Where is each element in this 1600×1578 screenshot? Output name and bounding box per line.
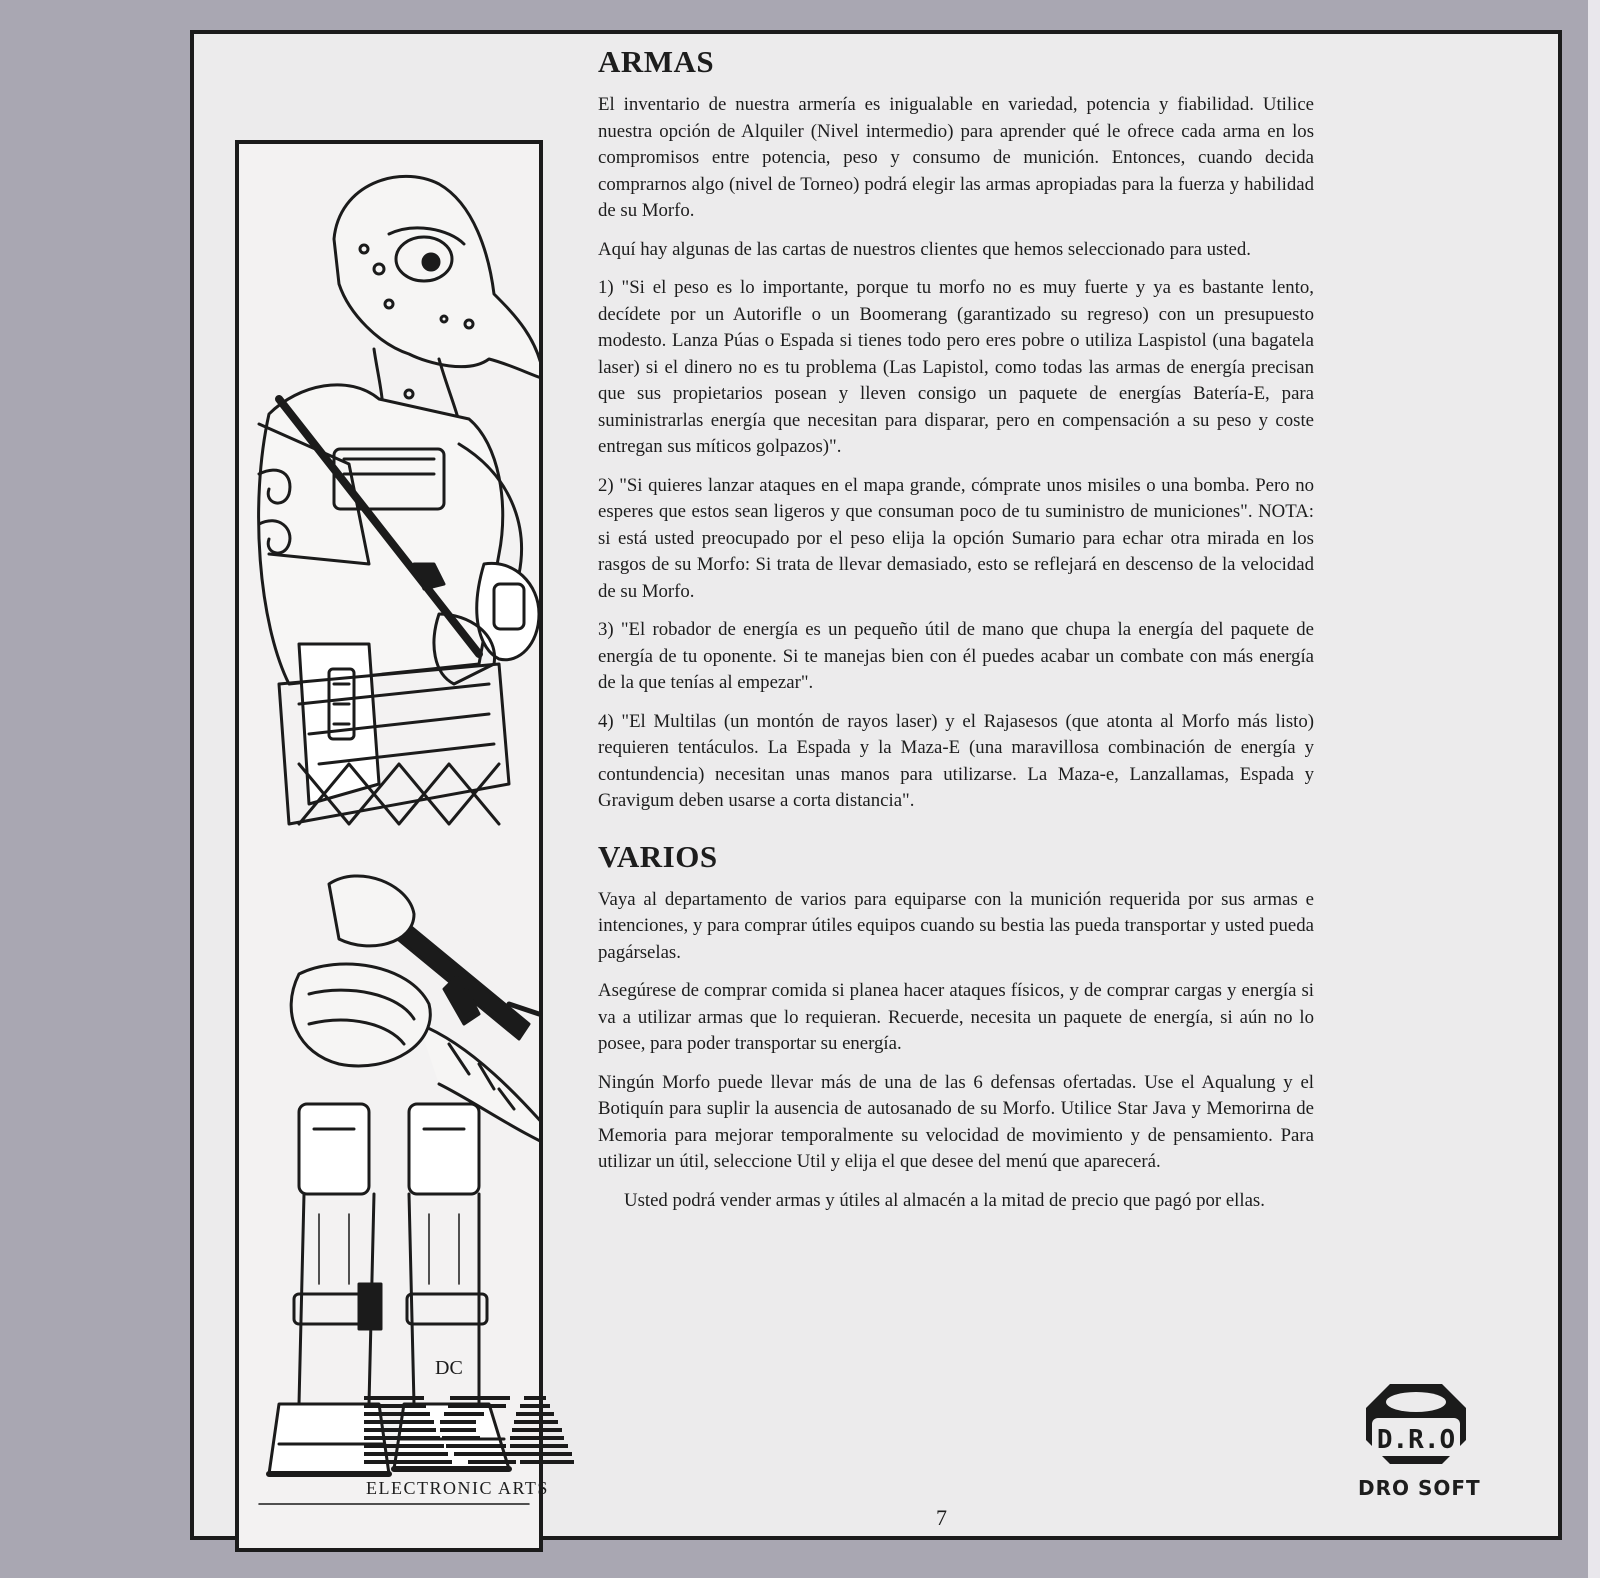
- armas-paragraph: 3) "El robador de energía es un pequeño útil de mano que chupa la energía del paquete de energía de tu oponente. Si te manejas bien con él puedes acabar un combate con más energía de la que tenías al empezar".: [598, 619, 1314, 693]
- creature-illustration: [235, 140, 543, 1552]
- varios-paragraph: Usted podrá vender armas y útiles al almacén a la mitad de precio que pagó por ellas.: [624, 1189, 1265, 1211]
- armas-paragraph: Aquí hay algunas de las cartas de nuestros clientes que hemos seleccionado para usted.: [598, 238, 1251, 260]
- armas-paragraph: 4) "El Multilas (un montón de rayos laser) y el Rajasesos (que atonta al Morfo más listo) requieren tentáculos. La Espada y la Maza-E (una maravillosa combinación de energía y contundencia) necesitan unas manos para utilizarse. La Maza-e, Lanzallamas, Espada y Gravigum deben usarse a corta distancia".: [598, 710, 1314, 811]
- varios-paragraph: Asegúrese de comprar comida si planea hacer ataques físicos, y de comprar cargas y energía si va a utilizar armas que lo requieran. Recuerde, necesita un paquete de energía, si aún no lo posee, para poder transportar su energía.: [598, 980, 1314, 1054]
- varios-paragraph: Vaya al departamento de varios para equiparse con la munición requerida por sus armas e intenciones, y para comprar útiles equipos cuando su bestia las pueda transportar y usted pueda pagárselas.: [598, 888, 1314, 963]
- armas-paragraph: El inventario de nuestra armería es inigualable en variedad, potencia y fiabilidad. Utilice nuestra opción de Alquiler (Nivel intermedio) para aprender qué le ofrece cada arma en los compromisos entre potencia, peso y consumo de munición. Entonces, cuando decida comprarnos algo (nivel de Torneo) podrá elegir las armas apropiadas para la fuerza y habilidad de su Morfo.: [598, 94, 1314, 221]
- page-number: 7: [936, 1505, 947, 1530]
- dro-soft-logo: [1360, 1378, 1472, 1470]
- page-edge: [1588, 0, 1600, 1578]
- main-text-column: [598, 44, 1314, 1226]
- section-title-armas: ARMAS: [598, 44, 715, 79]
- illustration-svg: [239, 144, 539, 1548]
- varios-paragraph: Ningún Morfo puede llevar más de una de las 6 defensas ofertadas. Use el Aqualung y el Botiquín para suplir la ausencia de autosanado de su Morfo. Utilice Star Java y Memorirna de Memoria para mejorar temporalmente su velocidad de movimiento y de pensamiento. Para utilizar un útil, seleccione Util y elija el que desee del menú que aparecerá.: [598, 1071, 1314, 1172]
- publisher-name: ELECTRONIC ARTS: [366, 1478, 549, 1498]
- section-title-varios: VARIOS: [598, 838, 718, 874]
- armas-paragraph: 1) "Si el peso es lo importante, porque tu morfo no es muy fuerte y ya es bastante lento, decídete por un Autorifle o un Boomerang (garantizado su regreso) con un presupuesto modesto. Lanza Púas o Espada si tienes todo pero eres pobre o utiliza Laspistol (una bagatela laser) si el dinero no es tu problema (Las Lapistol, como todas las armas de energía precisan que sus propietarios posean y lleven consigo un paquete de energías Batería-E, para suministrarlas energía que necesitan para disparar, pero en compensación a su peso y coste entregan sus míticos golpazos)".: [598, 277, 1314, 457]
- dro-logo-letters: D.R.O: [1376, 1425, 1456, 1455]
- armas-paragraph: 2) "Si quieres lanzar ataques en el mapa grande, cómprate unos misiles o una bomba. Pero no esperes que estos sean ligeros y que consuman poco de tu suministro de municiones". NOTA: si está usted preocupado por el peso elija la opción Sumario para echar otra mirada en los rasgos de su Morfo: Si trata de llevar demasiado, esto se reflejará en descenso de la velocidad de su Morfo.: [598, 474, 1314, 602]
- distributor-name: DRO SOFT: [1358, 1476, 1481, 1500]
- artist-initials: DC: [435, 1357, 463, 1379]
